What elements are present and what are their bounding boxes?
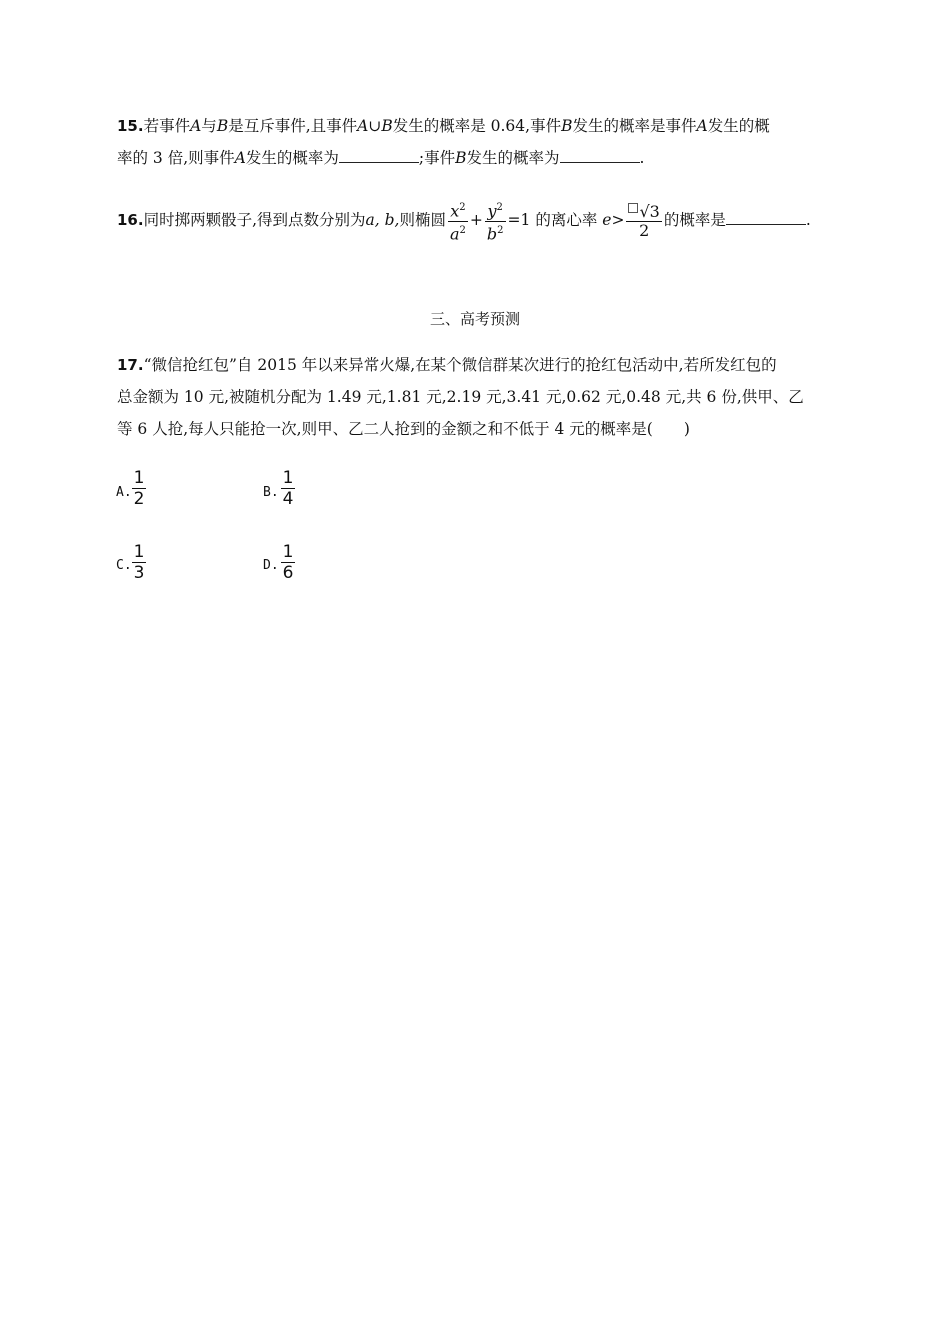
fraction-sqrt3-2: $\frac{√3}{2}$ <box>626 203 661 240</box>
answer-blank <box>560 148 640 163</box>
option-b-label: B. <box>263 485 279 500</box>
q17-line-2: 总金额为 10 元,被随机分配为 1.49 元,1.81 元,2.19 元,3.41 元,0.62 元,0.48 元,共 6 份,供甲、乙 <box>117 388 804 406</box>
q15-number: 15. <box>117 117 144 135</box>
option-d-fraction: $\frac{1}{6}$ <box>282 542 294 583</box>
q15-line-2: 率的 3 倍,则事件A发生的概率为 ;事件B发生的概率为 . <box>117 149 645 167</box>
option-a-label: A. <box>116 485 132 500</box>
q16-number: 16. <box>117 211 144 229</box>
q17-line-3: 等 6 人抢,每人只能抢一次,则甲、乙二人抢到的金额之和不低于 4 元的概率是( ) <box>117 420 690 438</box>
option-c-label: C. <box>116 558 132 573</box>
q17-number: 17. <box>117 356 144 374</box>
answer-blank <box>339 148 419 163</box>
option-b-fraction: $\frac{1}{4}$ <box>282 468 294 509</box>
q16-line: 16.同时掷两颗骰子,得到点数分别为a, b,则椭圆 $\frac{x^2}{a^2}$ + $\frac{y^2}{b^2}$ =1 的离心率 e> $\frac{√3}{2}$ 的概率是 . <box>117 196 811 244</box>
placeholder-box-icon <box>628 203 638 213</box>
option-a-fraction: $\frac{1}{2}$ <box>133 468 145 509</box>
option-c-fraction: $\frac{1}{3}$ <box>133 542 145 583</box>
q15-line-1: 15.若事件A与B是互斥事件,且事件A∪B发生的概率是 0.64,事件B发生的概率是事件A发生的概 <box>117 117 770 135</box>
option-d-label: D. <box>263 558 279 573</box>
answer-blank <box>726 210 806 225</box>
fraction-x2-a2: $\frac{x^2}{a^2}$ <box>449 201 466 243</box>
q17-line-1: 17.“微信抢红包”自 2015 年以来异常火爆,在某个微信群某次进行的抢红包活动中,若所发红包的 <box>117 356 777 374</box>
fraction-y2-b2: $\frac{y^2}{b^2}$ <box>486 201 504 243</box>
section-title: 三、高考预测 <box>429 310 520 328</box>
